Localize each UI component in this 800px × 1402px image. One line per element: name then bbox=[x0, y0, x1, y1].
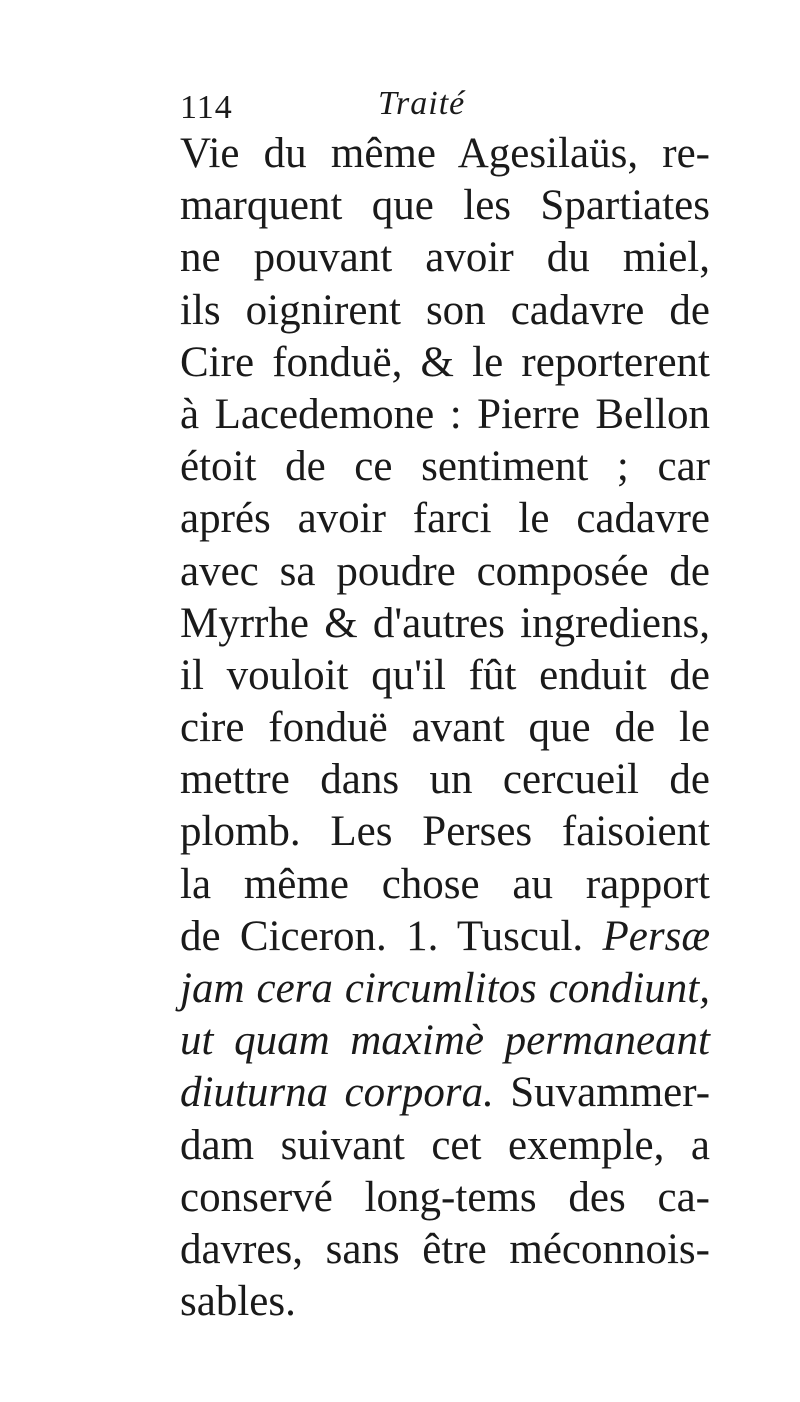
text-line: Vie du même Agesilaüs, re- bbox=[180, 130, 710, 177]
text-line: ne pouvant avoir du miel, bbox=[180, 234, 710, 282]
text-line: avec sa poudre composée de bbox=[180, 547, 710, 595]
body-text bbox=[180, 128, 710, 1328]
text-line: marquent que les Spartiates bbox=[180, 182, 710, 230]
text-line: il vouloit qu'il fût enduit de bbox=[180, 651, 710, 699]
text-line: la même chose au rapport bbox=[180, 860, 710, 908]
text-line bbox=[180, 911, 710, 963]
running-head bbox=[180, 86, 710, 130]
text-line: Myrrhe & d'autres ingrediens, bbox=[180, 599, 710, 647]
text-line: davres, sans être méconnois- bbox=[180, 1225, 710, 1273]
text-line: à Lacedemone : Pierre Bellon bbox=[180, 390, 710, 438]
text-line: conservé long-tems des ca- bbox=[180, 1173, 710, 1221]
text-line: mettre dans un cercueil de bbox=[180, 756, 710, 804]
text-segment: Suvammer- bbox=[510, 1069, 711, 1117]
page-number: 114 bbox=[180, 89, 233, 126]
latin-quote-segment: diuturna corpora. bbox=[180, 1069, 494, 1117]
latin-quote-segment: Persæ bbox=[602, 912, 710, 960]
text-line bbox=[180, 1067, 710, 1119]
text-line: aprés avoir farci le cadavre bbox=[180, 495, 710, 543]
text-line: ils oignirent son cadavre de bbox=[180, 286, 710, 334]
latin-quote-line: jam cera circumlitos condiunt, bbox=[180, 965, 710, 1012]
text-line: cire fonduë avant que de le bbox=[180, 704, 710, 752]
text-line: étoit de ce sentiment ; car bbox=[180, 443, 710, 491]
latin-quote-line: ut quam maximè permaneant bbox=[180, 1017, 710, 1065]
text-segment: de Ciceron. 1. Tuscul. bbox=[180, 912, 584, 960]
text-line: sables. bbox=[180, 1278, 296, 1326]
running-title: Traité bbox=[378, 85, 466, 122]
text-line: dam suivant cet exemple, a bbox=[180, 1121, 710, 1169]
text-line: Cire fonduë, & le reporterent bbox=[180, 338, 710, 386]
text-line: plomb. Les Perses faisoient bbox=[180, 808, 710, 856]
